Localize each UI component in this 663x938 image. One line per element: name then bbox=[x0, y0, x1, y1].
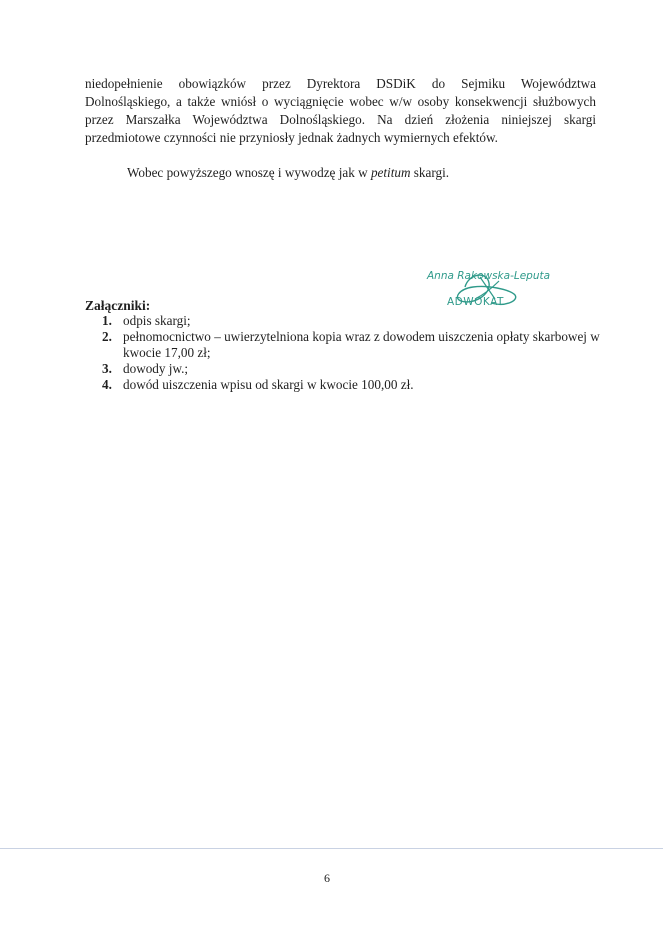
list-item-number: 2. bbox=[102, 329, 112, 344]
body-paragraph bbox=[85, 75, 596, 147]
list-item bbox=[100, 329, 600, 361]
stamp-title: ADWOKAT bbox=[447, 296, 504, 308]
conclusion-text: Wobec powyższego wnoszę i wywodzę jak w bbox=[127, 165, 368, 180]
footer-divider bbox=[0, 848, 663, 849]
paragraph-line: przedmiotowe czynności nie przyniosły jednak żadnych wymiernych efektów. bbox=[85, 130, 498, 145]
list-item bbox=[100, 313, 600, 329]
conclusion-italic-term: petitum bbox=[370, 165, 411, 180]
list-item bbox=[100, 361, 600, 377]
list-item-text: pełnomocnictwo – uwierzytelniona kopia wraz z dowodem uiszczenia opłaty skarbowej w kwocie 17,00 zł; bbox=[123, 329, 600, 360]
list-item-number: 3. bbox=[102, 361, 112, 376]
paragraph-line: niedopełnienie obowiązków przez Dyrektora DSDiK do Sejmiku Województwa bbox=[85, 76, 596, 91]
paragraph-line: Dolnośląskiego, a także wniósł o wyciągnięcie wobec w/w osoby konsekwencji służbowych bbox=[85, 94, 596, 109]
conclusion-end: skargi. bbox=[413, 165, 450, 180]
list-item-text: dowód uiszczenia wpisu od skargi w kwocie 100,00 zł. bbox=[123, 377, 414, 392]
paragraph-line: przez Marszałka Województwa Dolnośląskiego. Na dzień złożenia niniejszej skargi bbox=[85, 112, 596, 127]
list-item-number: 4. bbox=[102, 377, 112, 392]
list-item-text: odpis skargi; bbox=[123, 313, 191, 328]
list-item-number: 1. bbox=[102, 313, 112, 328]
attachments-heading: Załączniki: bbox=[85, 298, 151, 313]
list-item bbox=[100, 377, 600, 393]
list-item-text: dowody jw.; bbox=[123, 361, 189, 376]
attachments-list bbox=[100, 313, 600, 393]
page-number: 6 bbox=[324, 871, 330, 885]
conclusion-sentence bbox=[127, 165, 449, 181]
stamp-name: Anna Rakowska-Leputa bbox=[427, 270, 551, 282]
attorney-stamp bbox=[425, 265, 565, 315]
